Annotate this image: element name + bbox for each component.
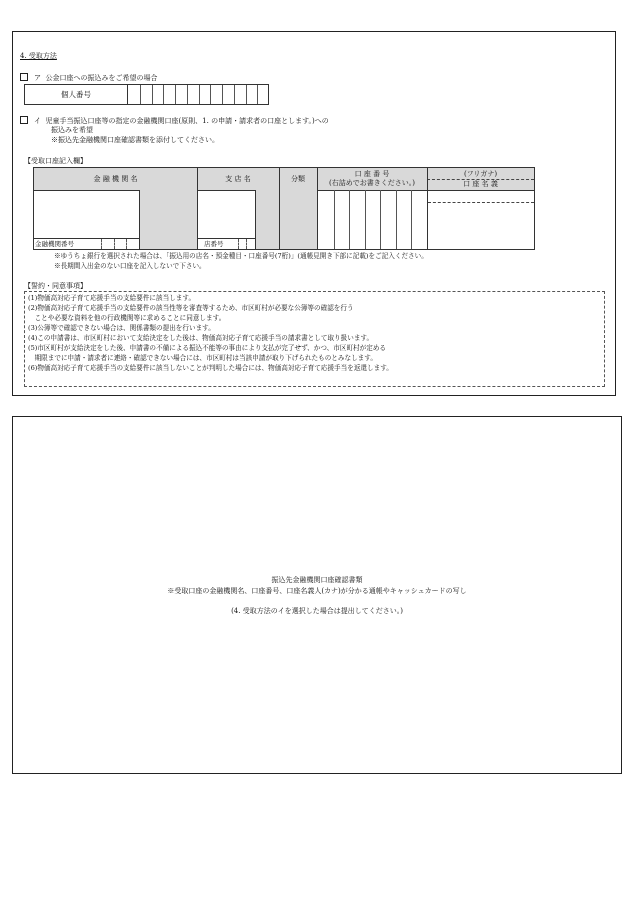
- cell-divider: [246, 85, 247, 104]
- cell-divider: [246, 239, 247, 249]
- option-i-mark: イ: [34, 117, 41, 125]
- bank-name-header: 金 融 機 関 名: [93, 175, 138, 183]
- account-section-title: 【受取口座記入欄】: [24, 157, 87, 165]
- section-title: 4. 受取方法: [20, 52, 57, 60]
- account-table: [33, 167, 535, 250]
- cell-divider: [101, 239, 102, 249]
- pledge-line: (3)公簿等で確認できない場合は、関係書類の提出を行います。: [28, 324, 215, 332]
- cell-divider: [380, 190, 381, 249]
- cell-divider: [210, 85, 211, 104]
- note-yucho: ※ゆうちょ銀行を選択された場合は、「振込用の店名・預金種目・口座番号(7桁)」(通帳見開き下部に記載)をご記入ください。: [54, 252, 428, 260]
- cell-divider: [334, 190, 335, 249]
- cell-divider: [396, 190, 397, 249]
- bank-name-input[interactable]: [34, 190, 139, 238]
- branch-name-header: 支 店 名: [225, 175, 251, 183]
- account-number-note: (右詰めでお書きください。): [329, 179, 415, 187]
- cell-divider: [238, 239, 239, 249]
- cell-divider: [234, 85, 235, 104]
- account-number-input[interactable]: [318, 190, 427, 249]
- note-dormant: ※長期間入出金のない口座を記入しないで下さい。: [54, 262, 206, 270]
- account-number-header: 口 座 番 号: [354, 170, 390, 178]
- personal-number-input[interactable]: [128, 85, 269, 104]
- branch-code-label: 店番号: [204, 240, 224, 248]
- account-holder-header: 口 座 名 義: [463, 180, 498, 188]
- branch-code-input[interactable]: [229, 239, 255, 249]
- attachment-line1: ※受取口座の金融機関名、口座番号、口座名義人(カナ)が分かる通帳やキャッシュカードの写し: [167, 587, 467, 595]
- pledge-box: [24, 291, 605, 387]
- pledge-line: ことや必要な資料を他の行政機関等に求めることに同意します。: [28, 314, 226, 322]
- option-i: [20, 116, 329, 126]
- option-a: [20, 73, 157, 83]
- bank-code-label: 金融機関番号: [35, 240, 74, 248]
- option-a-mark: ア: [34, 74, 41, 82]
- furigana-input[interactable]: [428, 190, 534, 203]
- cell-divider: [140, 85, 141, 104]
- cell-divider: [411, 190, 412, 249]
- pledge-title: 【誓約・同意事項】: [24, 282, 87, 290]
- option-i-line1: 児童手当振込口座等の指定の金融機関口座(原則、1. の申請・請求者の口座とします。)への: [45, 117, 329, 125]
- pledge-line: (5)市区町村が支給決定をした後、申請書の不備による振込不能等の事由により支払が完了せず、かつ、市区町村が定める: [28, 344, 387, 352]
- cell-divider: [126, 239, 127, 249]
- branch-name-input[interactable]: [198, 190, 255, 238]
- cell-divider: [152, 85, 153, 104]
- option-i-checkbox[interactable]: [20, 116, 28, 124]
- pledge-line: (6)物価高対応子育て応援手当の支給要件に該当しないことが判明した場合には、物価高対応子育て応援手当を返還します。: [28, 364, 393, 372]
- bank-code-input[interactable]: [88, 239, 139, 249]
- personal-number-label: 個人番号: [61, 90, 91, 99]
- attachment-title: 振込先金融機関口座確認書類: [271, 576, 363, 584]
- cell-divider: [222, 85, 223, 104]
- pledge-line: (2)物価高対応子育て応援手当の支給要件の該当性等を審査等するため、市区町村が必要な公簿等の確認を行う: [28, 304, 354, 312]
- pledge-line: 期限までに申請・請求者に連絡・確認できない場合には、市区町村は当該申請が取り下げられたものとみなします。: [28, 354, 377, 362]
- cell-divider: [187, 85, 188, 104]
- attachment-line2: (4. 受取方法のイを選択した場合は提出してください。): [231, 607, 403, 615]
- pledge-line: (4)この申請書は、市区町村において支給決定をした後は、物価高対応子育て応援手当の請求書として取り扱います。: [28, 334, 374, 342]
- furigana-header: (フリガナ): [463, 170, 498, 178]
- category-header: 分類: [291, 175, 305, 183]
- cell-divider: [199, 85, 200, 104]
- cell-divider: [175, 85, 176, 104]
- option-a-checkbox[interactable]: [20, 73, 28, 81]
- account-holder-input[interactable]: [428, 203, 534, 249]
- cell-divider: [257, 85, 258, 104]
- cell-divider: [349, 190, 350, 249]
- category-field: [280, 190, 317, 249]
- personal-number-row: [24, 84, 269, 105]
- option-i-line2: 振込みを希望: [51, 126, 93, 134]
- option-a-label: 公金口座への振込みをご希望の場合: [45, 74, 158, 82]
- option-i-line3: ※振込先金融機関口座確認書類を添付してください。: [51, 136, 219, 144]
- cell-divider: [114, 239, 115, 249]
- pledge-line: (1)物価高対応子育て応援手当の支給要件に該当します。: [28, 294, 196, 302]
- cell-divider: [163, 85, 164, 104]
- cell-divider: [365, 190, 366, 249]
